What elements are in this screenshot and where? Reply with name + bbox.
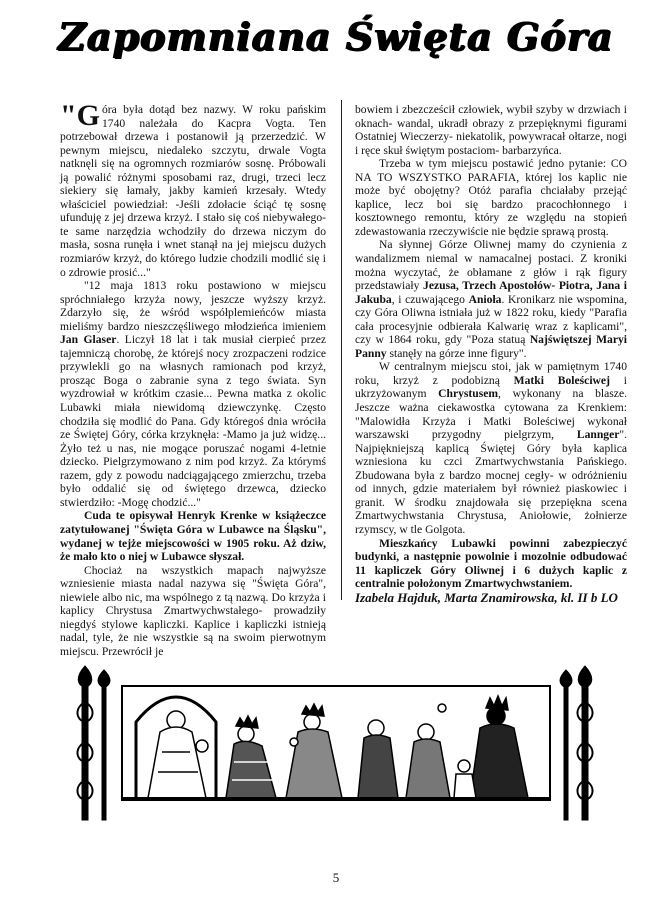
ornament-right-icon [560, 666, 593, 820]
column-divider [341, 100, 342, 600]
paragraph-bold: Cuda te opisywał Henryk Krenke w książeczce zatytułowanej "Święta Góra w Lubawce na Śląsku", wydanej w tejże miejscowości w 1905 roku. Aż dziw, że mało kto o niej w Lubawce słyszał. [60, 509, 326, 564]
paragraph-bold: Mieszkańcy Lubawki powinni zabezpieczyć budynki, a następnie powolnie i mozolnie odbudować 11 kapliczek Góry Oliwnej i 6 dużych kaplic z centralnie położonym Zmartwychwstaniem. [355, 536, 627, 591]
paragraph: Trzeba w tym miejscu postawić jedno pytanie: CO NA TO WSZYSTKO PARAFIA, której los kaplic nie może być obojętny? Otóż parafia chciałaby przejąć kaplice, lecz boi się bardzo pracochłonnego i kosztownego remontu, który ze względu na stopień zdewastowania rzeczywiście nie będzie sprawą prostą. [355, 157, 627, 238]
signature: Izabela Hajduk, Marta Znamirowska, kl. II b LO [355, 589, 618, 605]
paragraph: Na słynnej Górze Oliwnej mamy do czynienia z wandalizmem niemal w namacalnej postaci. Z kroniki można wyczytać, że obłamane z głów i rąk figury przedstawiały Jezusa, Trzech Apostołów- Piotra, Jana i Jakuba, i czuwającego Anioła. Kronikarz nie wspomina, czy Góra Oliwna istniała już w 1822 roku, kiedy "Parafia cała procesyjnie odbierała Kalwarię wraz z kaplicami", czy w 1864 roku, gdy "Poza statuą Najświętszej Maryi Panny stanęły na górze inne figury". [355, 238, 627, 360]
paragraph: Chociaż na wszystkich mapach najwyższe wzniesienie miasta nadal nazywa się "Święta Góra", niewiele albo nic, ma wspólnego z tą nazwą. Do krzyża i kaplicy Chrystusa Zmartwychwstałego- prowadziły niegdyś stylowe kapliczki. Kaplice i kapliczki istnieją nadal, tyle, że nie wszystkie są na swoim pierwotnym miejscu. Przewrócił je [60, 563, 326, 658]
right-column [355, 103, 627, 604]
page-number: 5 [332, 870, 340, 885]
article-title: Zapomniana Święta Góra [58, 14, 614, 59]
paragraph: "12 maja 1813 roku postawiono w miejscu spróchniałego krzyża nowy, jeszcze wyższy krzyż. Zdarzyło się, że wśród współplemieńców miasta mieliśmy bardzo nieszczęśliwego młodzieńca imieniem Jan Glaser. Liczył 18 lat i tak musiał cierpieć przez tajemniczą chorobę, że którejś nocy zrozpaczeni rodzice przywlekli go na własnych ramionach pod krzyż, prosząc Boga o zabranie syna z tego świata. Syn wyzdrowiał w krótkim czasie... Pewna matka z okolic Lubawki miała niewidomą dziewczynkę. Często chodziła się modlić do Pana. Gdy któregoś dnia wróciła ze Świętej Góry, córka krzyknęła: -Mamo ja już widzę... Żyło też u nas, nie mogące poruszać nogami 4-letnie dziecko. Pielgrzymowano z nim pod krzyż. Za którymś razem, gdy z powodu nadciągającego zmierzchu, trzeba było oddalić się od świętego drzewca, dziecko stwierdziło: -Mogę chodzić..." [60, 279, 327, 509]
decorative-illustration [76, 662, 596, 830]
paragraph: bowiem i zbezcześcił człowiek, wybił szyby w drzwiach i oknach- wandal, ukradł obrazy z przepięknymi figurami Ostatniej Wieczerzy- niekatolik, powywracał ołtarze, nogi i ręce skuł świętym postaciom- barbarzyńca. [355, 103, 627, 157]
paragraph: "G óra była dotąd bez nazwy. W roku pańskim 1740 należała do Kacpra Vogta. Ten potrzebował drzewa i postanowił ją przerzedzić. W pewnym miejscu, niedaleko szczytu, drwale Vogta natknęli się na ogromnych rozmiarów sosnę. Próbowali ją powalić różnymi sposobami raz, drugi, trzeci lecz siekiery się łamały, jakby kamień krzesały. Wtedy właściciel powiedział: -Jeśli zdołacie ściąć tę sosnę ufunduję z jej drzewa krzyż. I stało się coś niebywałego- te same narzędzia wchodziły do drzewa niczym do masła, sosna runęła i wnet stanął na jej miejscu dużych rozmiarów krzyż, do którego ludzie chodzili modlić się i o zdrowie prosić..." [60, 99, 326, 279]
drop-cap: "G [60, 99, 100, 132]
left-column [60, 99, 327, 658]
nativity-scene-icon [122, 696, 550, 800]
paragraph: W centralnym miejscu stoi, jak w pamiętnym 1740 roku, krzyż z podobizną Matki Boleściwej i ukrzyżowanym Chrystusem, wykonany na blasze. Jeszcze ważna ciekawostka cytowana za Krenkiem: "Malowidła Krzyża i Matki Boleściwej wykonał warszawski przygodny pielgrzym, Lannger". Najpiękniejszą kaplicą Świętej Góry była kaplica wzniesiona ku czci Zmartwychwstania Pańskiego. Zbudowana była z bardzo mocnej cegły- w odróżnieniu od innych, gdzie materiałem był również piaskowiec i granit. W środku znajdowała się przepiękna scena Zmartwychwstania Chrystusa, Aniołowie, żołnierze rzymscy, w tle Golgota. [355, 360, 627, 536]
ornament-left-icon [77, 666, 110, 820]
